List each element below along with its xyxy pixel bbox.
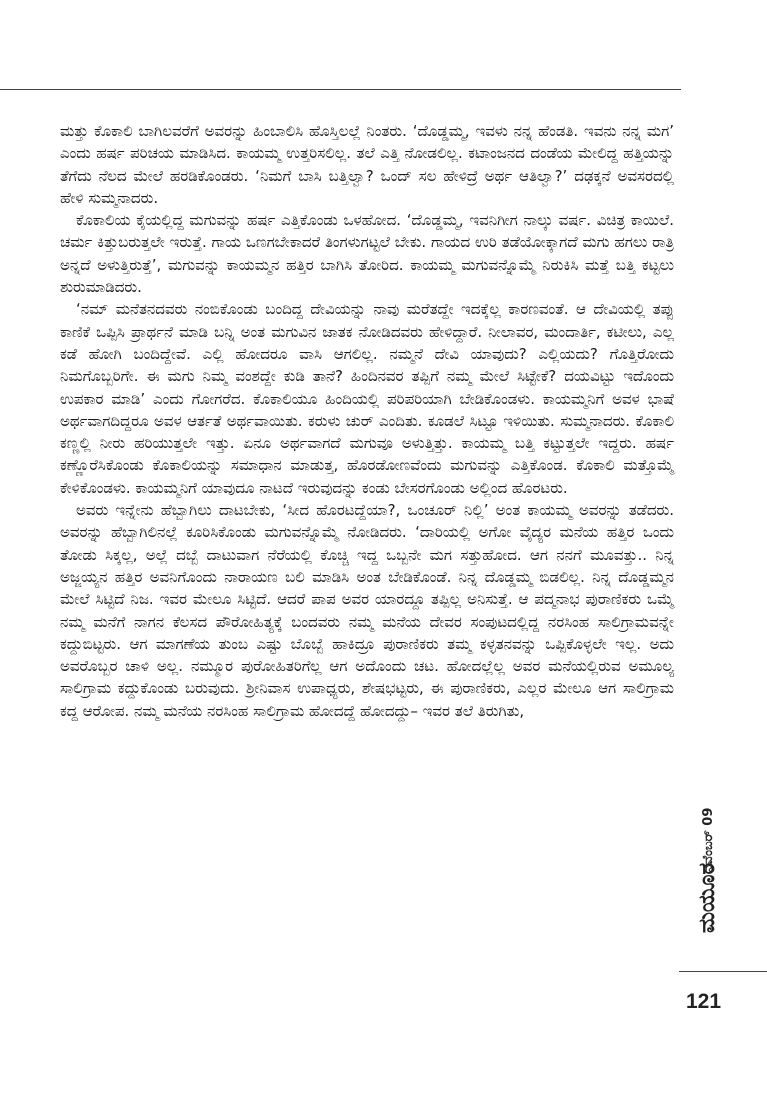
paragraph-4: ಅವರು ಇನ್ನೇನು ಹೆಬ್ಬಾಗಿಲು ದಾಟಬೇಕು, ‘ಸೀದ ಹೊರಟದ್ದೆಯಾ?, ಒಂಚೂರ್ ನಿಲ್ಲಿ’ ಅಂತ ಕಾಯಮ್ಮ ಅವರನ್ನು ತಡೆದರು. ಅವರನ್ನು ಹೆಬ್ಬಾಗಿಲಿನಲ್ಲೆ ಕೂರಿಸಿಕೊಂಡು ಮಗುವನ್ನೊಮ್ಮೆ ನೋಡಿದರು. ‘ದಾರಿಯಲ್ಲಿ ಅಗೋ ವೈದ್ಯರ ಮನೆಯ ಹತ್ತಿರ ಒಂದು ತೋಡು ಸಿಕ್ಕಲ್ಲ, ಅಲ್ಲೆ ದಬ್ಬೆ ದಾಟುವಾಗ ನೆರೆಯಲ್ಲಿ ಕೊಚ್ಚಿ ಇದ್ದ ಒಬ್ಬನೇ ಮಗ ಸತ್ತುಹೋದ. ಆಗ ನನಗೆ ಮೂವತ್ತು.. ನಿನ್ನ ಅಜ್ಜಯ್ಯನ ಹತ್ತಿರ ಅವನಿಗೊಂದು ನಾರಾಯಣ ಬಲಿ ಮಾಡಿಸಿ ಅಂತ ಬೇಡಿಕೊಂಡೆ. ನಿನ್ನ ದೊಡ್ಡಮ್ಮ ಬಿಡಲಿಲ್ಲ. ನಿನ್ನ ದೊಡ್ಡಮ್ಮನ ಮೇಲೆ ಸಿಟ್ಟಿದೆ ನಿಜ. ಇವರ ಮೇಲೂ ಸಿಟ್ಟಿದೆ. ಆದರೆ ಪಾಪ ಅವರ ಯಾರದ್ದೂ ತಪ್ಪಿಲ್ಲ ಅನಿಸುತ್ತೆ. ಆ ಪದ್ಮನಾಭ ಪುರಾಣಿಕರು ಒಮ್ಮೆ ನಮ್ಮ ಮನೆಗೆ ನಾಗನ ಕೆಲಸದ ಪೌರೋಹಿತ್ಯಕ್ಕೆ ಬಂದವರು ನಮ್ಮ ಮನೆಯ ದೇವರ ಸಂಪುಟದಲ್ಲಿದ್ದ ನರಸಿಂಹ ಸಾಲಿಗ್ರಾಮವನ್ನೇ ಕದ್ದುಬಿಟ್ಟರು. ಆಗ ಮಾಗಣೆಯ ತುಂಬ ಎಷ್ಟು ಬೊಬ್ಬೆ ಹಾಕಿದ್ರೂ ಪುರಾಣಿಕರು ತಮ್ಮ ಕಳ್ಳತನವನ್ನು ಒಪ್ಪಿಕೊಳ್ಳಲೇ ಇಲ್ಲ. ಅದು ಅವರೊಬ್ಬರ ಚಾಳಿ ಅಲ್ಲ. ನಮ್ಮೂರ ಪುರೋಹಿತರಿಗೆಲ್ಲ ಆಗ ಅದೊಂದು ಚಟ. ಹೋದಲ್ಲೆಲ್ಲ ಅವರ ಮನೆಯಲ್ಲಿರುವ ಅಮೂಲ್ಯ ಸಾಲಿಗ್ರಾಮ ಕದ್ದುಕೊಂಡು ಬರುವುದು. ಶ್ರೀನಿವಾಸ ಉಪಾಧ್ಯರು, ಶೇಷಭಟ್ಟರು, ಈ ಪುರಾಣಿಕರು, ಎಲ್ಲರ ಮೇಲೂ ಆಗ ಸಾಲಿಗ್ರಾಮ ಕದ್ದ ಆರೋಪ. ನಮ್ಮ ಮನೆಯ ನರಸಿಂಹ ಸಾಲಿಗ್ರಾಮ ಹೋದದ್ದೆ ಹೋದದ್ದು– ಇವರ ತಲೆ ತಿರುಗಿತು, <box>60 501 674 720</box>
page-number: 121 <box>686 990 722 1013</box>
issue-date: ನವೆಂಬರ್ 09 <box>701 807 716 872</box>
paragraph-1: ಮತ್ತು ಕೊಕಾಲಿ ಬಾಗಿಲವರೆಗೆ ಅವರನ್ನು ಹಿಂಬಾಲಿಸಿ ಹೊಸ್ತಿಲಲ್ಲೆ ನಿಂತರು. ‘ದೊಡ್ಡಮ್ಮ, ಇವಳು ನನ್ನ ಹೆಂಡತಿ. ಇವನು ನನ್ನ ಮಗ’ ಎಂದು ಹರ್ಷ ಪರಿಚಯ ಮಾಡಿಸಿದ. ಕಾಯಮ್ಮ ಉತ್ತರಿಸಲಿಲ್ಲ. ತಲೆ ಎತ್ತಿ ನೋಡಲಿಲ್ಲ. ಕಟಾಂಜನದ ದಂಡೆಯ ಮೇಲಿದ್ದ ಹತ್ತಿಯನ್ನು ತೆಗೆದು ನೆಲದ ಮೇಲೆ ಹರಡಿಕೊಂಡರು. ‘ನಿಮಗೆ ಬಾಸಿ ಬತ್ತಿಲ್ವಾ? ಒಂದ್ ಸಲ ಹೇಳಿದ್ರೆ ಅರ್ಥ ಆತಿಲ್ವಾ?’ ದಢಕ್ಕನೆ ಅವಸರದಲ್ಲಿ ಹೇಳಿ ಸುಮ್ಮನಾದರು. <box>60 122 674 207</box>
magazine-title: ಮಯೂರ <box>695 862 720 933</box>
margin-divider <box>679 971 767 972</box>
paragraph-2: ಕೊಕಾಲಿಯ ಕೈಯಲ್ಲಿದ್ದ ಮಗುವನ್ನು ಹರ್ಷ ಎತ್ತಿಕೊಂಡು ಒಳಹೋದ. ‘ದೊಡ್ಡಮ್ಮ, ಇವನಿಗೀಗ ನಾಲ್ಕು ವರ್ಷ. ವಿಚಿತ್ರ ಕಾಯಿಲೆ. ಚರ್ಮ ಕಿತ್ತುಬರುತ್ತಲೇ ಇರುತ್ತೆ. ಗಾಯ ಒಣಗಬೇಕಾದರೆ ತಿಂಗಳುಗಟ್ಟಲೆ ಬೇಕು. ಗಾಯದ ಉರಿ ತಡೆಯೋಕ್ಕಾಗದೆ ಮಗು ಹಗಲು ರಾತ್ರಿ ಅನ್ನದೆ ಅಳುತ್ತಿರುತ್ತೆ’, ಮಗುವನ್ನು ಕಾಯಮ್ಮನ ಹತ್ತಿರ ಬಾಗಿಸಿ ತೋರಿದ. ಕಾಯಮ್ಮ ಮಗುವನ್ನೊಮ್ಮೆ ನಿರುಕಿಸಿ ಮತ್ತೆ ಬತ್ತಿ ಕಟ್ಟಲು ಶುರುಮಾಡಿದರು. <box>60 211 674 297</box>
top-divider <box>0 89 681 90</box>
paragraph-3: ‘ನಮ್ ಮನೆತನದವರು ನಂಬಿಕೊಂಡು ಬಂದಿದ್ದ ದೇವಿಯನ್ನು ನಾವು ಮರೆತದ್ದೇ ಇದಕ್ಕೆಲ್ಲ ಕಾರಣವಂತೆ. ಆ ದೇವಿಯಲ್ಲಿ ತಪ್ಪು ಕಾಣಿಕೆ ಒಪ್ಪಿಸಿ ಪ್ರಾರ್ಥನೆ ಮಾಡಿ ಬನ್ನಿ ಅಂತ ಮಗುವಿನ ಜಾತಕ ನೋಡಿದವರು ಹೇಳಿದ್ದಾರೆ. ನೀಲಾವರ, ಮಂದಾರ್ತಿ, ಕಟೀಲು, ಎಲ್ಲ ಕಡೆ ಹೋಗಿ ಬಂದಿದ್ದೇವೆ. ಎಲ್ಲಿ ಹೋದರೂ ವಾಸಿ ಆಗಲಿಲ್ಲ. ನಮ್ಮನೆ ದೇವಿ ಯಾವುದು? ಎಲ್ಲಿಯದು? ಗೊತ್ತಿರೋದು ನಿಮಗೊಬ್ಬರಿಗೇ. ಈ ಮಗು ನಿಮ್ಮ ವಂಶದ್ದೇ ಕುಡಿ ತಾನೆ? ಹಿಂದಿನವರ ತಪ್ಪಿಗೆ ನಮ್ಮ ಮೇಲೆ ಸಿಟ್ಟೇಕೆ? ದಯವಿಟ್ಟು ಇದೊಂದು ಉಪಕಾರ ಮಾಡಿ’ ಎಂದು ಗೋಗರೆದ. ಕೊಕಾಲಿಯೂ ಹಿಂದಿಯಲ್ಲಿ ಪರಿಪರಿಯಾಗಿ ಬೇಡಿಕೊಂಡಳು. ಕಾಯಮ್ಮನಿಗೆ ಅವಳ ಭಾಷೆ ಅರ್ಥವಾಗದಿದ್ದರೂ ಅವಳ ಆರ್ತತೆ ಅರ್ಥವಾಯಿತು. ಕರುಳು ಚುರ್ ಎಂದಿತು. ಕೂಡಲೆ ಸಿಟ್ಟೂ ಇಳಿಯಿತು. ಸುಮ್ಮನಾದರು. ಕೊಕಾಲಿ ಕಣ್ಣಲ್ಲಿ ನೀರು ಹರಿಯುತ್ತಲೇ ಇತ್ತು. ಏನೂ ಅರ್ಥವಾಗದೆ ಮಗುವೂ ಅಳುತ್ತಿತ್ತು. ಕಾಯಮ್ಮ ಬತ್ತಿ ಕಟ್ಟುತ್ತಲೇ ಇದ್ದರು. ಹರ್ಷ ಕಣ್ಣೊರೆಸಿಕೊಂಡು ಕೊಕಾಲಿಯನ್ನು ಸಮಾಧಾನ ಮಾಡುತ್ತ, ಹೊರಡೋಣವೆಂದು ಮಗುವನ್ನು ಎತ್ತಿಕೊಂಡ. ಕೊಕಾಲಿ ಮತ್ತೊಮ್ಮೆ ಕೇಳಿಕೊಂಡಳು. ಕಾಯಮ್ಮನಿಗೆ ಯಾವುದೂ ನಾಟದೆ ಇರುವುದನ್ನು ಕಂಡು ಬೇಸರಗೊಂಡು ಅಲ್ಲಿಂದ ಹೊರಟರು. <box>60 300 674 497</box>
article-body <box>60 120 674 722</box>
